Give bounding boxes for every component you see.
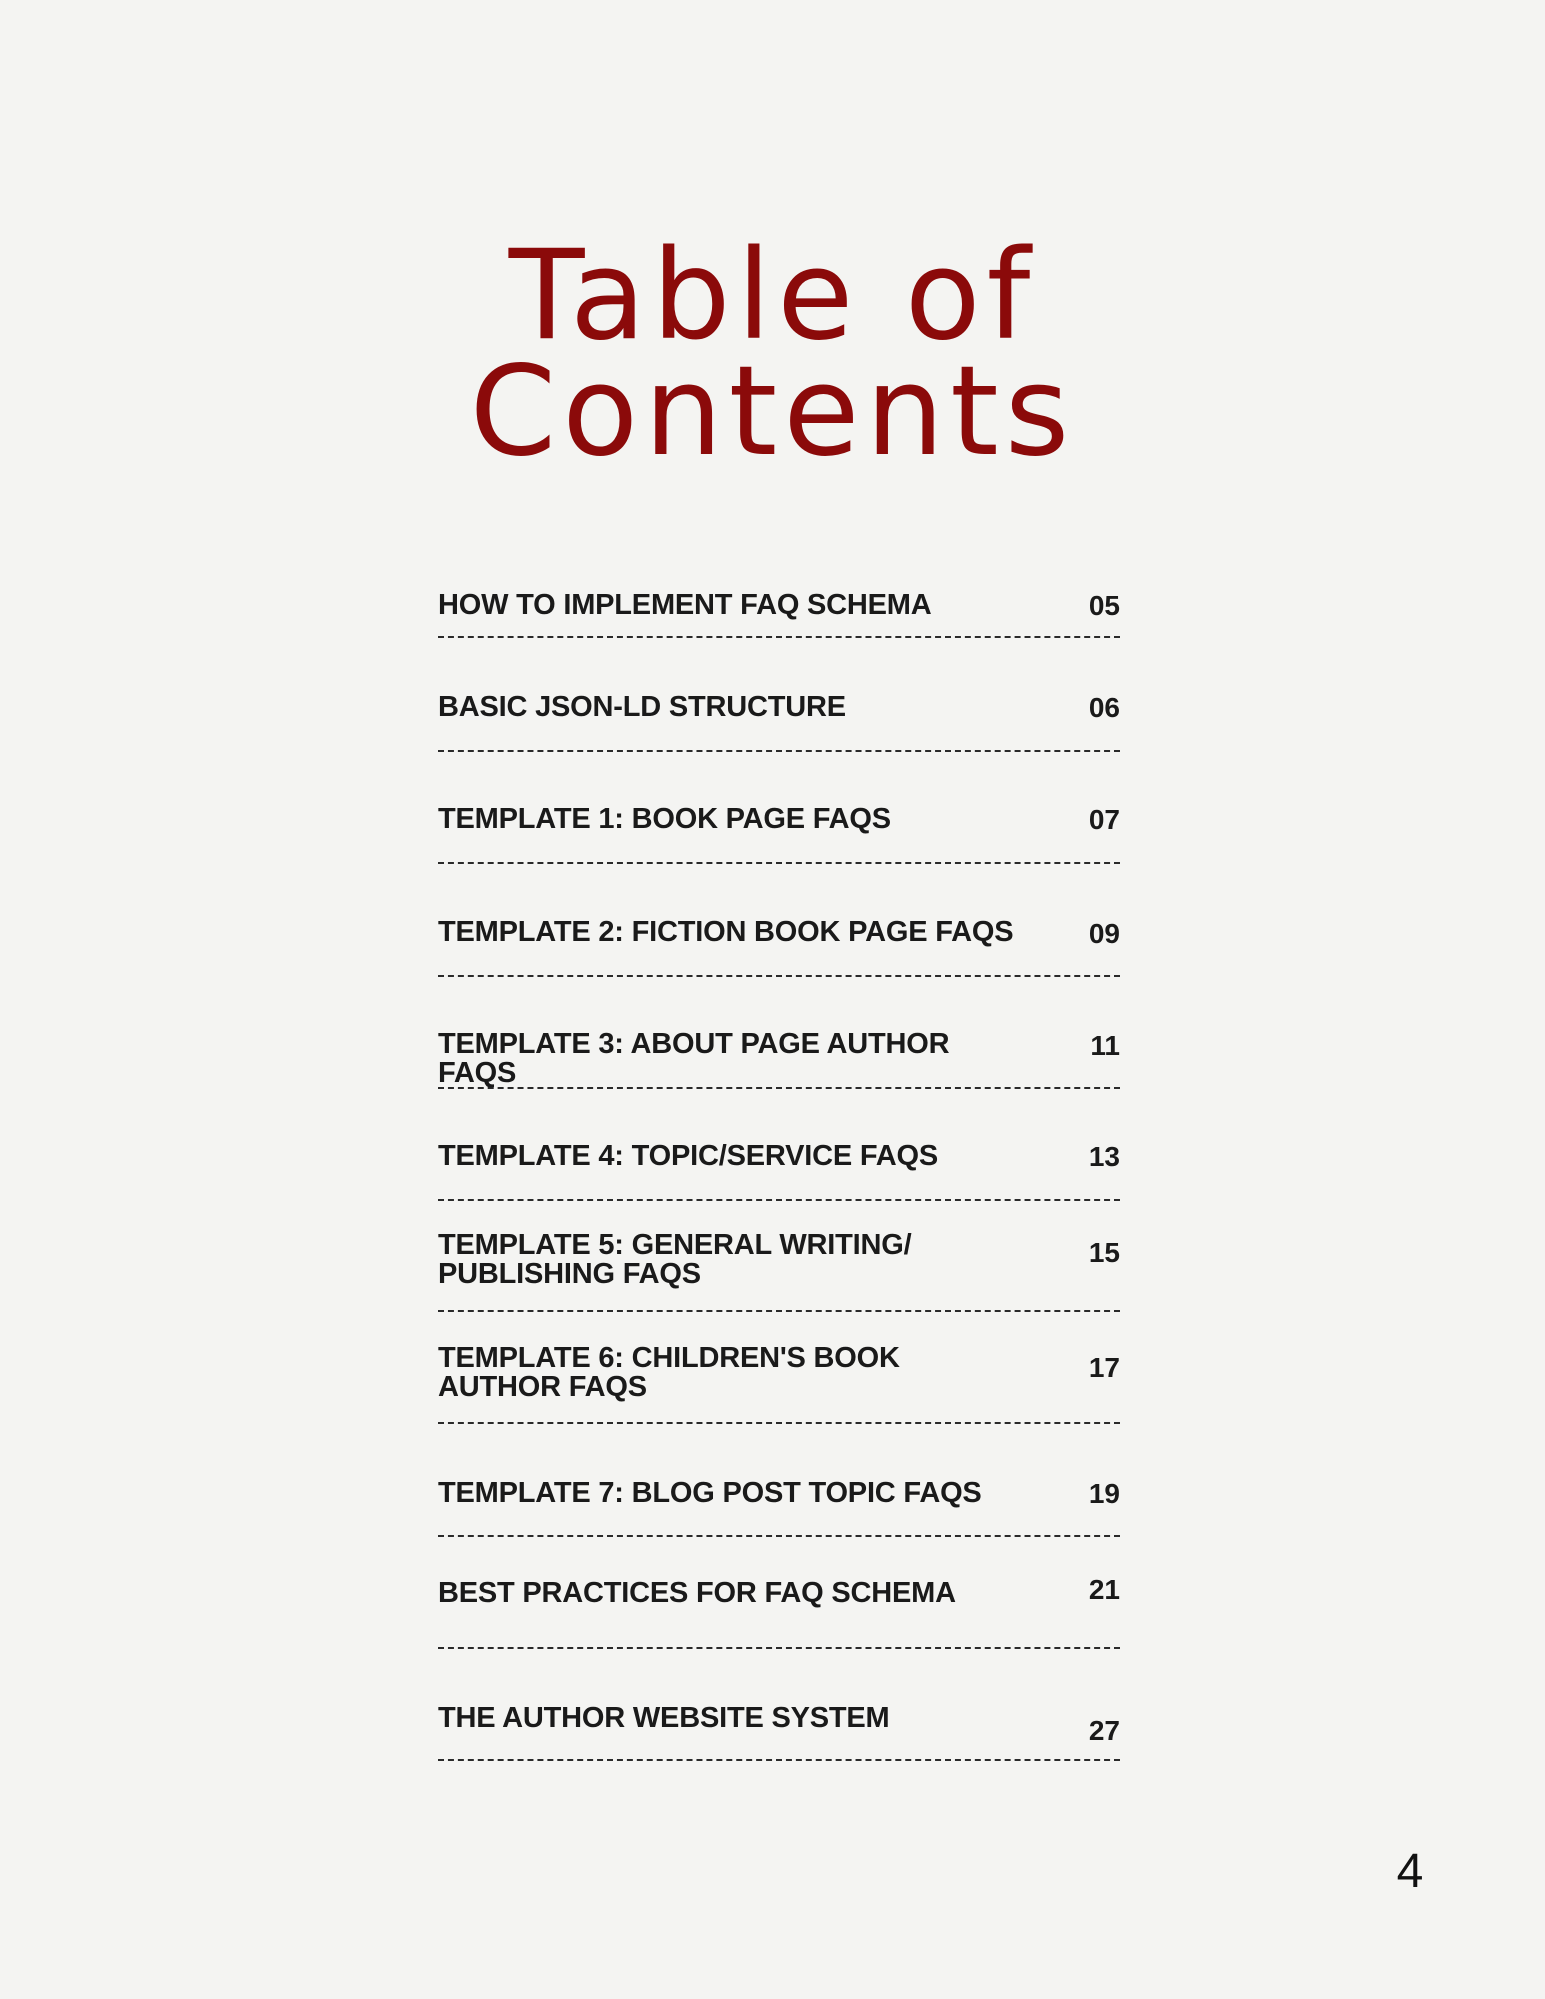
toc-entry-title: TEMPLATE 5: GENERAL WRITING/ PUBLISHING FAQS [438,1229,912,1290]
toc-entry-page: 15 [1088,1237,1120,1268]
toc-entry-title: TEMPLATE 1: BOOK PAGE FAQS [438,803,891,835]
toc-entry-page: 19 [1088,1478,1120,1509]
toc-entry[interactable] [438,1228,1120,1312]
page-title-line-2: Contents [469,340,1076,484]
page-title-line-1: Table of [508,224,1037,368]
toc-entry-page: 13 [1088,1141,1120,1172]
toc-entry-page: 27 [1088,1715,1120,1746]
toc-entry-title: THE AUTHOR WEBSITE SYSTEM [438,1702,890,1734]
toc-entry[interactable] [438,911,1120,977]
toc-entry-title: TEMPLATE 3: ABOUT PAGE AUTHOR FAQS [438,1028,950,1089]
toc-entry-title: BEST PRACTICES FOR FAQ SCHEMA [438,1577,956,1609]
toc-entry[interactable] [438,1570,1120,1649]
toc-entry[interactable] [438,1023,1120,1089]
toc-entry-page: 21 [1088,1574,1120,1605]
toc-entry[interactable] [438,584,1120,638]
page-title [0,224,1545,484]
toc-entry[interactable] [438,798,1120,864]
toc-entry[interactable] [438,686,1120,752]
toc-entry[interactable] [438,1472,1120,1537]
toc-entry-page: 07 [1088,804,1120,835]
toc-entry[interactable] [438,1135,1120,1201]
toc-entry[interactable] [438,1340,1120,1424]
toc-entry-title: BASIC JSON-LD STRUCTURE [438,691,846,723]
toc-entry-page: 11 [1090,1030,1120,1061]
toc-entry[interactable] [438,1697,1120,1761]
toc-entry-page: 17 [1088,1352,1120,1383]
toc-entry-page: 06 [1088,692,1120,723]
toc-entry-title: TEMPLATE 6: CHILDREN'S BOOK AUTHOR FAQS [438,1342,900,1403]
toc-entry-title: HOW TO IMPLEMENT FAQ SCHEMA [438,589,932,621]
toc-entry-page: 05 [1088,590,1120,621]
toc-entry-title: TEMPLATE 2: FICTION BOOK PAGE FAQS [438,916,1014,948]
toc-entry-title: TEMPLATE 7: BLOG POST TOPIC FAQS [438,1477,982,1509]
page-number: 4 [1396,1845,1424,1898]
toc-entry-title: TEMPLATE 4: TOPIC/SERVICE FAQS [438,1140,938,1172]
toc-entry-page: 09 [1088,918,1120,949]
